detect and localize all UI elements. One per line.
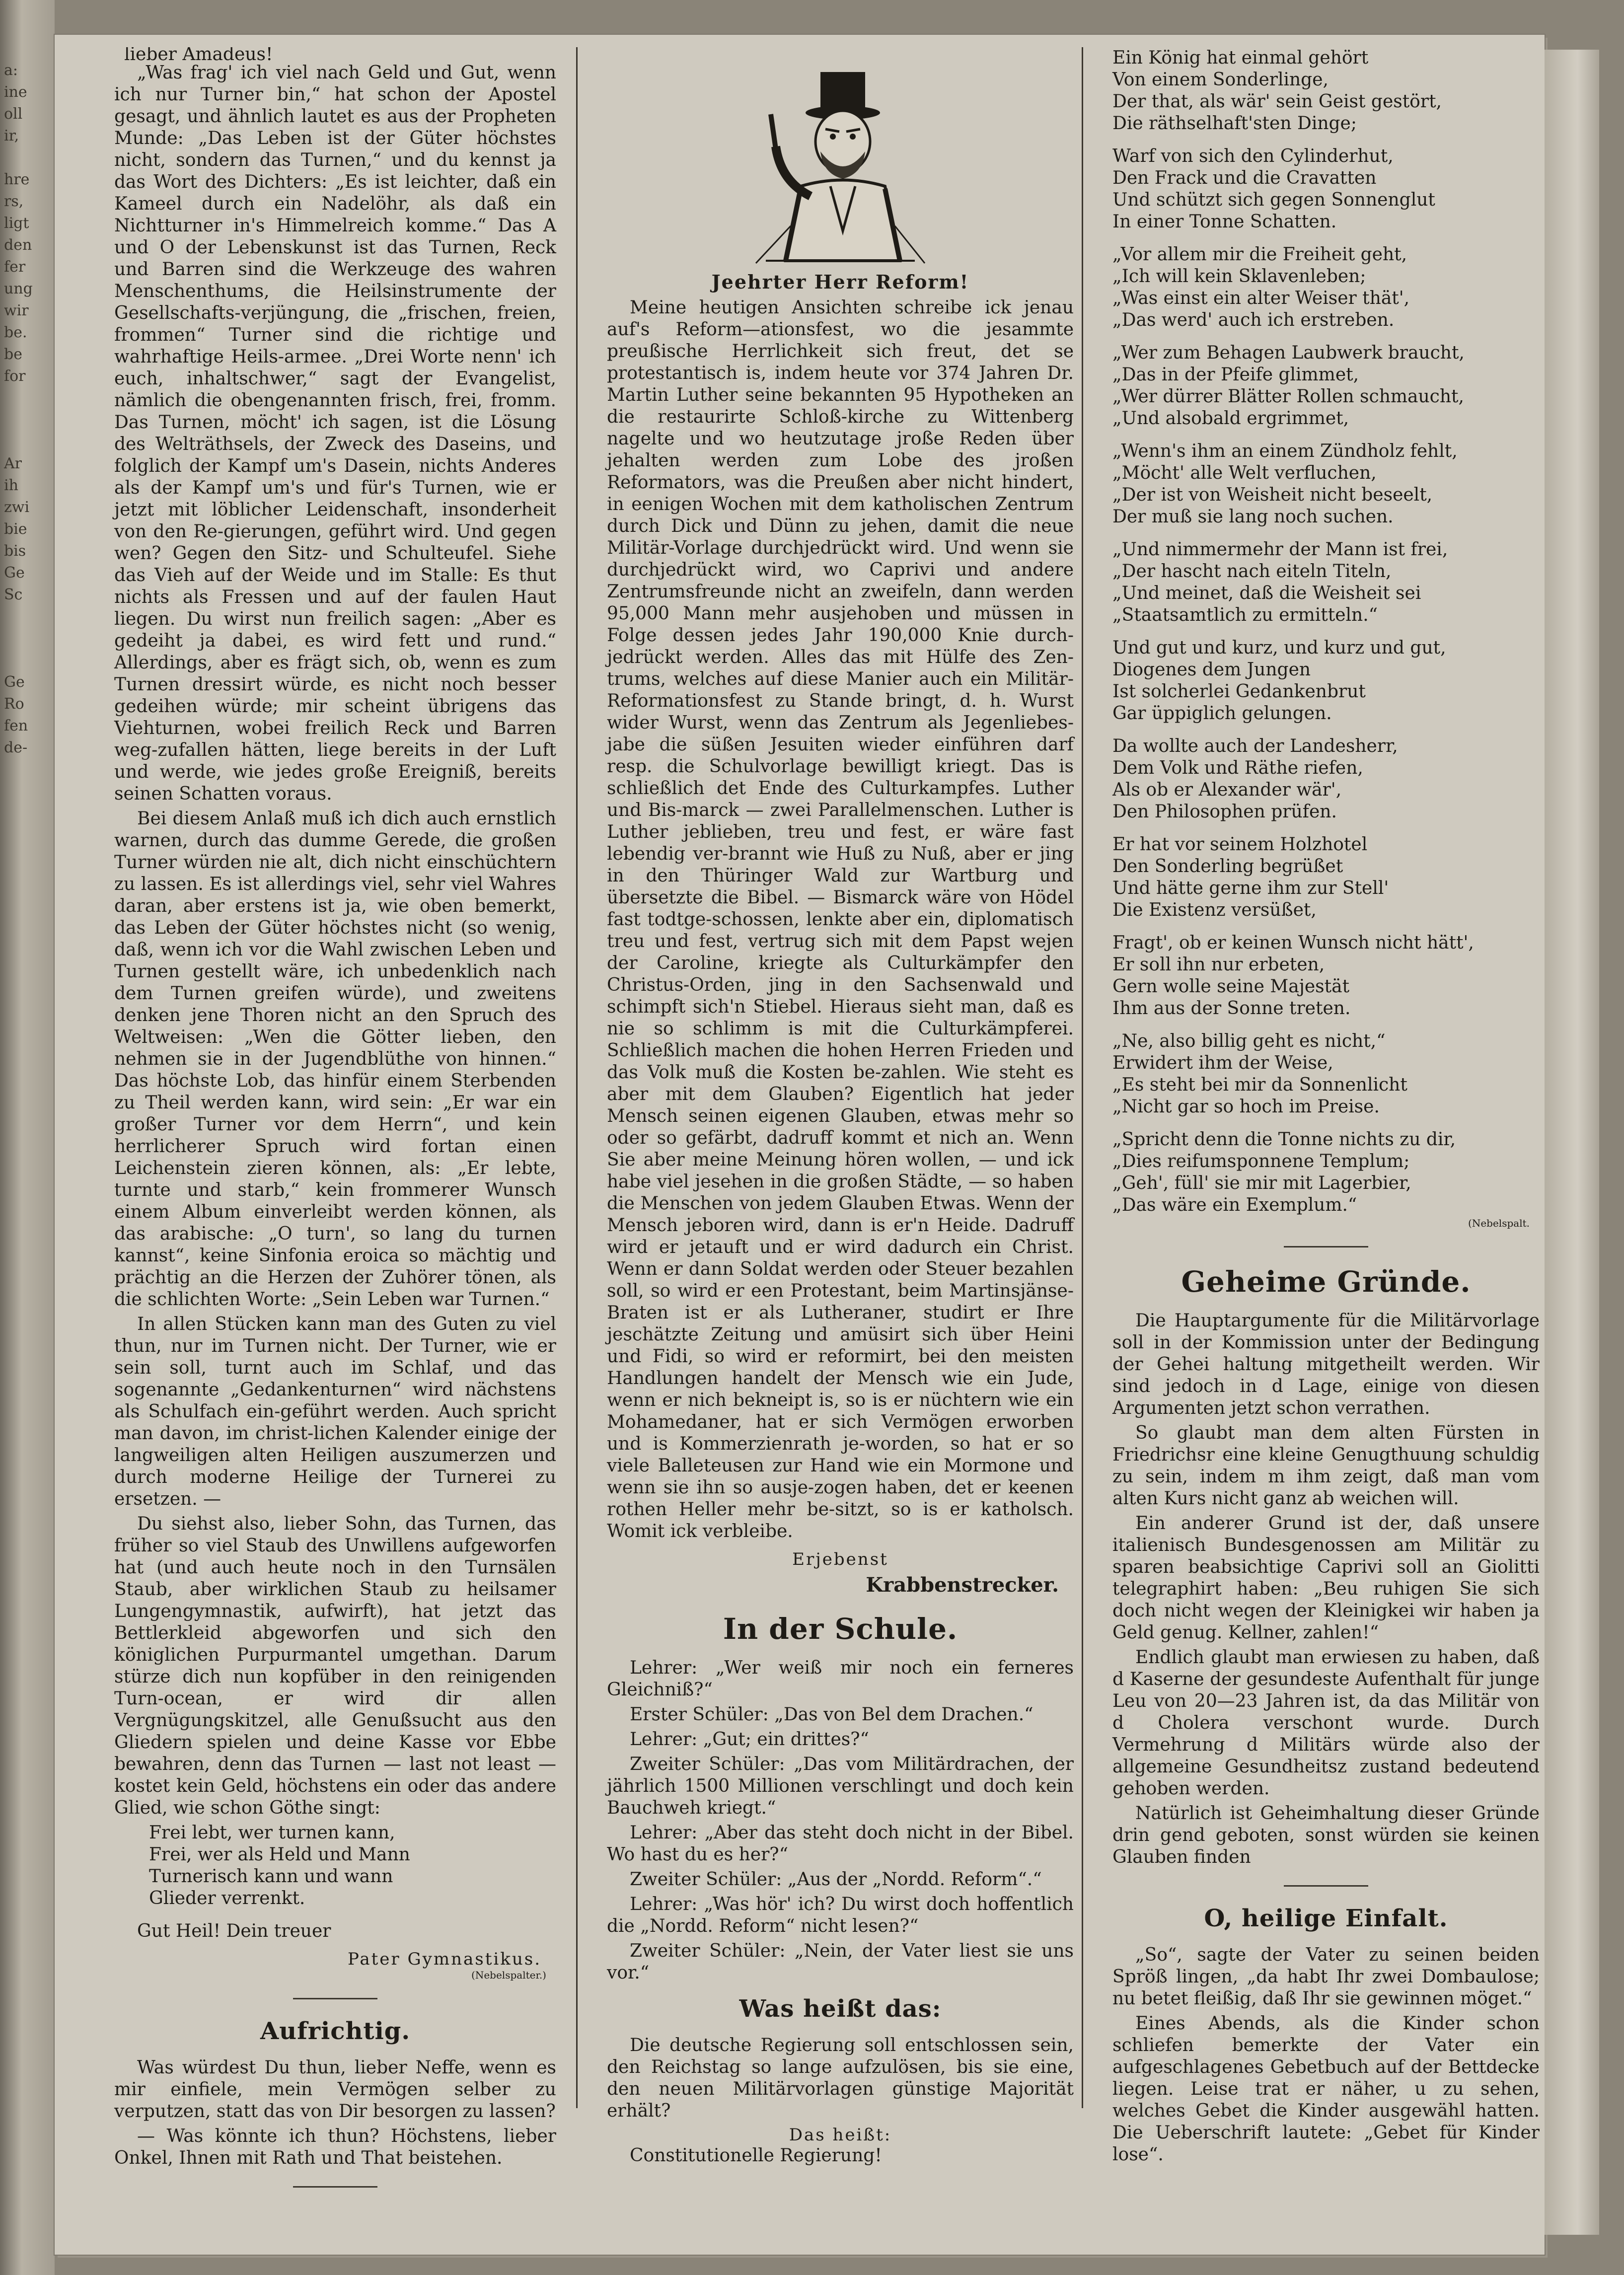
poem-line: „Staatsamtlich zu ermitteln.“: [1112, 605, 1378, 625]
poem-line: Die räthselhaft'sten Dinge;: [1112, 113, 1357, 134]
poem-line: Und gut und kurz, und kurz und gut,: [1112, 638, 1446, 658]
article-paragraph: Endlich glaubt man erwiesen zu haben, daß d Kaserne der gesundeste Aufenthalt für junge Leu von 20—23 Jahren ist, da das Militär von d Cholera verschont wurde. Durch Vermehrung d Militärs würde also der allgemeine Gesundheitsz zustand bedeutend gehoben werden.: [1112, 1647, 1540, 1799]
poem-stanza: [1112, 47, 1540, 135]
poem-line: „Ne, also billig geht es nicht,“: [1112, 1031, 1386, 1051]
poem-line: „Wer dürrer Blätter Rollen schmaucht,: [1112, 386, 1464, 407]
left-column: [114, 47, 556, 2204]
section-separator: [293, 1998, 377, 1999]
section-separator: [1284, 1246, 1368, 1248]
section-separator: [293, 2186, 377, 2188]
middle-column: [607, 47, 1074, 2170]
poem-line: Den Philosophen prüfen.: [1112, 802, 1337, 822]
letter-closing: Gut Heil! Dein treuer: [137, 1921, 331, 1941]
poem-line: Diogenes dem Jungen: [1112, 660, 1311, 680]
article-paragraph: So glaubt man dem alten Fürsten in Friedrichsr eine kleine Genugthuung schuldig zu sein, indem m ihm zeigt, daß man vom alten Kurs nicht ganz ab weichen will.: [1112, 1423, 1540, 1509]
letter-paragraph: In allen Stücken kann man des Guten zu viel thun, nur im Turnen nicht. Der Turner, wie er sein soll, turnt auch im Schlaf, und das sogenannte „Gedankenturnen“ wird nächstens als Schulfach ein-geführt werden. Auch spricht man davon, im christ-lichen Kalender einige der langweiligen alten Heiligen auszumerzen und durch moderne Heilige der Turnerei zu ersetzen. —: [114, 1314, 556, 1509]
poem-line: Als ob er Alexander wär',: [1112, 780, 1342, 800]
article-paragraph: — Was könnte ich thun? Höchstens, lieber Onkel, Ihnen mit Rath und That beistehen.: [114, 2126, 556, 2168]
verse-line: Frei lebt, wer turnen kann,: [149, 1823, 395, 1843]
poem-line: Erwidert ihm der Weise,: [1112, 1053, 1333, 1073]
section-title-aufrichtig: Aufrichtig.: [260, 2017, 411, 2045]
article-paragraph: Was würdest Du thun, lieber Neffe, wenn es mir einfiele, mein Vermögen selber zu verputzen, statt das von Dir besorgen zu lassen?: [114, 2057, 556, 2122]
verse-line: Glieder verrenkt.: [149, 1888, 305, 1908]
article-paragraph: Eines Abends, als die Kinder schon schliefen bemerkte der Vater ein aufgeschlagenes Gebetbuch auf der Bettdecke liegen. Leise trat er näher, u zu sehen, welches Gebet die Kinder ausgewähl hatten. Die Ueberschrift lautete: „Gebet für Kinder lose“.: [1112, 2013, 1540, 2165]
poem-line: „Das werd' auch ich erstreben.: [1112, 310, 1395, 330]
poem-line: „Geh', füll' sie mir mit Lagerbier,: [1112, 1173, 1411, 1193]
dialog-line: Lehrer: „Wer weiß mir noch ein ferneres Gleichniß?“: [607, 1658, 1074, 1700]
quoted-verse: [114, 1822, 556, 1909]
poem-line: „Möcht' alle Welt verfluchen,: [1112, 463, 1377, 483]
article-paragraph: Ein anderer Grund ist der, daß unsere italienisch Bundesgenossen am Militär zu sparen beabsichtige Caprivi soll an Giolitti telegraphirt haben: „Beu ruhigen Sie sich doch nicht wegen der Kleinigkei wir haben ja Geld genug. Kellner, zahlen!“: [1112, 1513, 1540, 1643]
dialog-line: Lehrer: „Gut; ein drittes?“: [630, 1729, 869, 1750]
poem-line: „Dies reifumsponnene Templum;: [1112, 1151, 1410, 1172]
poem-line: „Das wäre ein Exemplum.“: [1112, 1195, 1357, 1215]
poem-line: Ein König hat einmal gehört: [1112, 48, 1369, 68]
section-separator: [1284, 1885, 1368, 1887]
answer-label: Das heißt:: [789, 2125, 892, 2145]
poem-line: In einer Tonne Schatten.: [1112, 212, 1337, 232]
poem-line: „Und meinet, daß die Weisheit sei: [1112, 583, 1421, 603]
article-paragraph: „So“, sagte der Vater zu seinen beiden Spröß lingen, „da habt Ihr zwei Dombaulose; nu betet fleißig, daß Ihr sie gewinnen möget.“: [1112, 1945, 1540, 2009]
letter-paragraph: „Was frag' ich viel nach Geld und Gut, wenn ich nur Turner bin,“ hat schon der Apostel gesagt, und ähnlich lautet es aus der Propheten Munde: „Das Leben ist der Güter höchstes nicht, sondern das Turnen,“ und du kennst ja das Wort des Dichters: „Es ist leichter, daß ein Kameel durch ein Nadelöhr, als daß ein Nichtturner in's Himmelreich komme.“ Das A und O der Lebenskunst ist das Turnen, Reck und Barren sind die Werkzeuge des wahren Menschenthums, die Heilsinstrumente der Gesellschafts-verjüngung, die „frischen, freien, frommen“ Turner sind die richtige und wahrhaftige Heils-armee. „Drei Worte nenn' ich euch, inhaltschwer,“ sagt der Evangelist, nämlich die obengenannten frisch, frei, fromm. Das Turnen, möcht' ich sagen, ist die Lösung des Welträthsels, der Zweck des Daseins, und folglich der Kampf um's Dasein, nichts Anderes als der Kampf um's und für's Turnen, wie er jetzt mit löblicher Leidenschaft, insonderheit von den Re-gierungen, geführt wird. Und gegen wen? Gegen den Sitz- und Schulteufel. Siehe das Vieh auf der Weide und im Stalle: Es thut nichts als Fressen und auf der faulen Haut liegen. Du wirst nun freilich sagen: „Aber es gedeiht ja dabei, es wird fett und rund.“ Allerdings, aber es frägt sich, ob, wenn es zum Turnen dressirt würde, es nicht noch besser gedeihen würde; mir scheint übrigens das Viehturnen, wobei freilich Reck und Barren weg-zufallen hätten, liege bereits in der Luft und werde, wie jedes große Ereigniß, bereits seinen Schatten voraus.: [114, 63, 556, 804]
poem-stanza: [1112, 440, 1540, 528]
poem-line: Den Sonderling begrüßet: [1112, 856, 1343, 877]
poem-line: Gar üppiglich gelungen.: [1112, 703, 1332, 724]
poem-line: Der that, als wär' sein Geist gestört,: [1112, 91, 1442, 112]
column-rule: [1082, 47, 1083, 2108]
section-title-heilige-einfalt: O, heilige Einfalt.: [1204, 1905, 1448, 1932]
poem-line: „Und nimmermehr der Mann ist frei,: [1112, 539, 1448, 560]
poem-stanza: [1112, 1030, 1540, 1118]
poem-line: „Wenn's ihm an einem Zündholz fehlt,: [1112, 441, 1458, 461]
verse-line: Frei, wer als Held und Mann: [149, 1844, 410, 1865]
poem-line: „Der ist von Weisheit nicht beseelt,: [1112, 485, 1433, 505]
source-credit: (Nebelspalt.: [1468, 1217, 1530, 1229]
poem-stanza: [1112, 637, 1540, 725]
poem-stanza: [1112, 1129, 1540, 1216]
article-paragraph: Natürlich ist Geheimhaltung dieser Gründe drin gend geboten, sonst würden sie keinen Glauben finden: [1112, 1803, 1540, 1867]
letter-closing: Erjebenst: [792, 1549, 888, 1569]
article-paragraph: Die deutsche Regierung soll entschlossen sein, den Reichstag so lange aufzulösen, bis sie eine, den neuen Militärvorlagen günstige Majorität erhält?: [607, 2035, 1074, 2121]
poem-line: „Der hascht nach eiteln Titeln,: [1112, 561, 1392, 582]
poem-stanza: [1112, 932, 1540, 1020]
poem-line: Warf von sich den Cylinderhut,: [1112, 146, 1394, 166]
poem-line: „Was einst ein alter Weiser thät',: [1112, 288, 1410, 308]
page-stack-edge: [1545, 50, 1599, 2235]
answer-text: Constitutionelle Regierung!: [630, 2145, 882, 2166]
dialog-line: Zweiter Schüler: „Das vom Militärdrachen, der jährlich 1500 Millionen verschlingt und doch kein Bauchweh kriegt.“: [607, 1754, 1074, 1818]
letter-salutation: Jeehrter Herr Reform!: [711, 271, 969, 293]
poem-line: Und hätte gerne ihm zur Stell': [1112, 878, 1389, 898]
dialog-line: Lehrer: „Was hör' ich? Du wirst doch hoffentlich die „Nordd. Reform“ nicht lesen?“: [607, 1894, 1074, 1936]
poem-line: Da wollte auch der Landesherr,: [1112, 736, 1398, 756]
letter-paragraph: Meine heutigen Ansichten schreibe ick jenau auf's Reform—ationsfest, wo die jesammte preußische Herrlichkeit sich freut, det se protestantisch is, indem heute vor 374 Jahren Dr. Martin Luther seine bekannten 95 Hypotheken an die restaurirte Schloß-kirche zu Wittenberg nagelte und wo heutzutage jroße Reden über jehalten werden zum Lobe des jroßen Reformators, was die Preußen aber nicht hindert, in eenigen Wochen mit dem katholischen Zentrum durch Dick und Dünn zu jehen, damit die neue Militär-Vorlage durchjedrückt wird. Und wenn sie durchjedrückt wird, wo Caprivi und andere Zentrumsfreunde nicht an zweifeln, dann werden 95,000 Mann mehr ausjehoben und müssen in Folge dessen jedes Jahr 190,000 Knie durch-jedrückt werden. Alles das mit Hülfe des Zen-trums, welches auf diese Manier auch ein Militär-Reformationsfest zu Stande bringt, d. h. Wurst wider Wurst, wenn das Zentrum als Jegenliebes-jabe die süßen Jesuiten wieder einführen darf resp. die Schulvorlage bewilligt kriegt. Das is schließlich det Ende des Culturkampfes. Luther und Bis-marck — zwei Parallelmenschen. Luther is Luther jeblieben, treu und fest, er wäre fast lebendig ver-brannt wie Huß zu Nuß, aber er jing in den Thüringer Wald zur Wartburg und übersetzte die Bibel. — Bismarck wäre von Hödel fast todtge-schossen, lenkte aber ein, diplomatisch treu und fest, vertrug sich mit dem Papst wejen der Caroline, kriegte als Culturkämpfer den Christus-Orden, jing in den Sachsenwald und schimpft sich'n Stiebel. Hieraus sieht man, daß es nie so schlimm is mit die Culturkämpferei. Schließlich machen die hohen Herren Frieden und das Volk muß die Kosten be-zahlen. Wie steht es aber mit dem Glauben? Eigentlich hat jeder Mensch seinen eigenen Glauben, etwas mehr so oder so gefärbt, dadruff kommt et nich an. Wenn Sie aber meine Meinung hören wollen, — und ick habe viel jesehen in die großen Städte, — so haben die Menschen von jedem Glauben Etwas. Wenn der Mensch jeboren wird, dann is er'n Heide. Dadruff wird er jetauft und er wird dadurch ein Christ. Wenn er dann Soldat werden oder Steuer bezahlen soll, so wird er een Protestant, beim Martinsjänse-Braten ist er als Lutheraner, studirt er Ihre jeschätzte Zeitung und amüsirt sich über Heini und Fidi, so wird er reformirt, bei den meisten Handlungen handelt der Mensch wie ein Jude, wenn er nich bekneipt is, so is er nüchtern wie ein Mohamedaner, hat er sich Vermögen erworben und is Kommerzienrath je-worden, so hat er so viele Balleteusen zur Hand wie ein Mormone und wenn sie ihn so ausje-zogen haben, det er keenen rothen Heller mehr be-sitzt, so is er katholsch. Womit ick verbleibe.: [607, 297, 1074, 1541]
letter-paragraph: Du siehst also, lieber Sohn, das Turnen, das früher so viel Staub des Unwillens aufgeworfen hat (und auch heute noch in den Turnsälen Staub, aber wirklichen Staub zu heilsamer Lungengymnastik, aufwirft), hat jetzt das Bettlerkleid abgeworfen und sich den königlichen Purpurmantel umgethan. Darum stürze dich nun kopfüber in den reinigenden Turn-ocean, er wird dir allen Vergnügungskitzel, alle Genußsucht aus den Gliedern spielen und deine Kasse vor Ebbe bewahren, denn das Turnen — last not least — kostet kein Geld, höchstens ein oder das andere Glied, wie schon Göthe singt:: [114, 1514, 556, 1818]
poem-line: Und schützt sich gegen Sonnenglut: [1112, 190, 1435, 210]
letter-signature: Pater Gymnastikus.: [348, 1949, 541, 1969]
poem-line: „Das in der Pfeife glimmet,: [1112, 365, 1359, 385]
source-credit: (Nebelspalter.): [471, 1969, 546, 1981]
section-title-in-der-schule: In der Schule.: [723, 1612, 958, 1646]
verse-line: Turnerisch kann und wann: [149, 1866, 393, 1887]
poem-line: Der muß sie lang noch suchen.: [1112, 507, 1394, 527]
dialog-line: Lehrer: „Aber das steht doch nicht in der Bibel. Wo hast du es her?“: [607, 1823, 1074, 1865]
dialog-line: Zweiter Schüler: „Aus der „Nordd. Reform“.“: [630, 1869, 1042, 1890]
diogenes-poem: [1112, 47, 1540, 1216]
poem-line: „Wer zum Behagen Laubwerk braucht,: [1112, 343, 1465, 363]
poem-line: Dem Volk und Räthe riefen,: [1112, 758, 1363, 778]
poem-line: Von einem Sonderlinge,: [1112, 70, 1329, 90]
poem-line: „Nicht gar so hoch im Preise.: [1112, 1097, 1380, 1117]
right-column: [1112, 47, 1540, 2169]
poem-line: „Ich will kein Sklavenleben;: [1112, 266, 1366, 287]
poem-line: Er hat vor seinem Holzhotel: [1112, 834, 1368, 855]
poem-line: „Vor allem mir die Freiheit geht,: [1112, 244, 1407, 265]
poem-stanza: [1112, 146, 1540, 233]
poem-line: „Und alsobald ergrimmet,: [1112, 408, 1349, 429]
poem-stanza: [1112, 539, 1540, 626]
school-dialog: [607, 1657, 1074, 1984]
section-title-was-heisst-das: Was heißt das:: [739, 1995, 942, 2023]
poem-line: Ist solcherlei Gedankenbrut: [1112, 681, 1366, 702]
dialog-line: Zweiter Schüler: „Nein, der Vater liest sie uns vor.“: [607, 1941, 1074, 1983]
previous-page-edge: a: ine oll ir, hre rs, ligt den fer ung wir be. be for Ar ih zwi bie bis Ge Sc Ge Ro fen de-: [0, 0, 55, 2275]
column-rule: [576, 47, 578, 2108]
poem-stanza: [1112, 342, 1540, 430]
dialog-line: Erster Schüler: „Das von Bel dem Drachen.“: [630, 1704, 1033, 1725]
poem-stanza: [1112, 244, 1540, 331]
poem-line: Fragt', ob er keinen Wunsch nicht hätt',: [1112, 933, 1474, 953]
poem-line: Gern wolle seine Majestät: [1112, 976, 1350, 997]
caricature-illustration: [746, 67, 935, 266]
poem-stanza: [1112, 834, 1540, 921]
poem-stanza: [1112, 735, 1540, 823]
letter-signature: Krabbenstrecker.: [866, 1573, 1059, 1597]
article-paragraph: Die Hauptargumente für die Militärvorlage soll in der Kommission unter der Bedingung der Gehei haltung mitgetheilt werden. Wir sind jedoch in d Lage, einige von diesen Argumenten jetzt schon verrathen.: [1112, 1311, 1540, 1418]
cut-off-heading: lieber Amadeus!: [124, 47, 273, 62]
poem-line: Ihm aus der Sonne treten.: [1112, 998, 1351, 1019]
section-title-geheime-gruende: Geheime Gründe.: [1181, 1265, 1471, 1299]
poem-line: Die Existenz versüßet,: [1112, 900, 1317, 920]
letter-paragraph: Bei diesem Anlaß muß ich dich auch ernstlich warnen, durch das dumme Gerede, die großen Turner würden nie alt, dich nicht einschüchtern zu lassen. Es ist allerdings viel, sehr viel Wahres daran, aber erstens ist ja, wie oben bemerkt, das Leben der Güter höchstes nicht (so wenig, daß, wenn ich vor die Wahl zwischen Leben und Turnen gestellt wäre, ich unbedenklich nach dem Turnen greifen würde), und zweitens denken jene Thoren nicht an den Spruch des Weltweisen: „Wen die Götter lieben, den nehmen sie in der Jugendblüthe von hinnen.“ Das höchste Lob, das hinfür einem Sterbenden zu Theil werden kann, wird sein: „Er war ein großer Turner vor dem Herrn“, und kein herrlicherer Spruch wird fortan einen Leichenstein zieren können, als: „Er lebte, turnte und starb,“ kein frommerer Wunsch einem Album einverleibt werden können, als das arabische: „O turn', so lang du turnen kannst“, keine Sinfonia eroica so mächtig und prächtig an die Herzen der Zuhörer tönen, als die schlichten Worte: „Sein Leben war Turnen.“: [114, 808, 556, 1310]
poem-line: Den Frack und die Cravatten: [1112, 168, 1377, 188]
poem-line: „Es steht bei mir da Sonnenlicht: [1112, 1075, 1407, 1095]
poem-line: Er soll ihn nur erbeten,: [1112, 954, 1325, 975]
poem-line: „Spricht denn die Tonne nichts zu dir,: [1112, 1129, 1456, 1150]
